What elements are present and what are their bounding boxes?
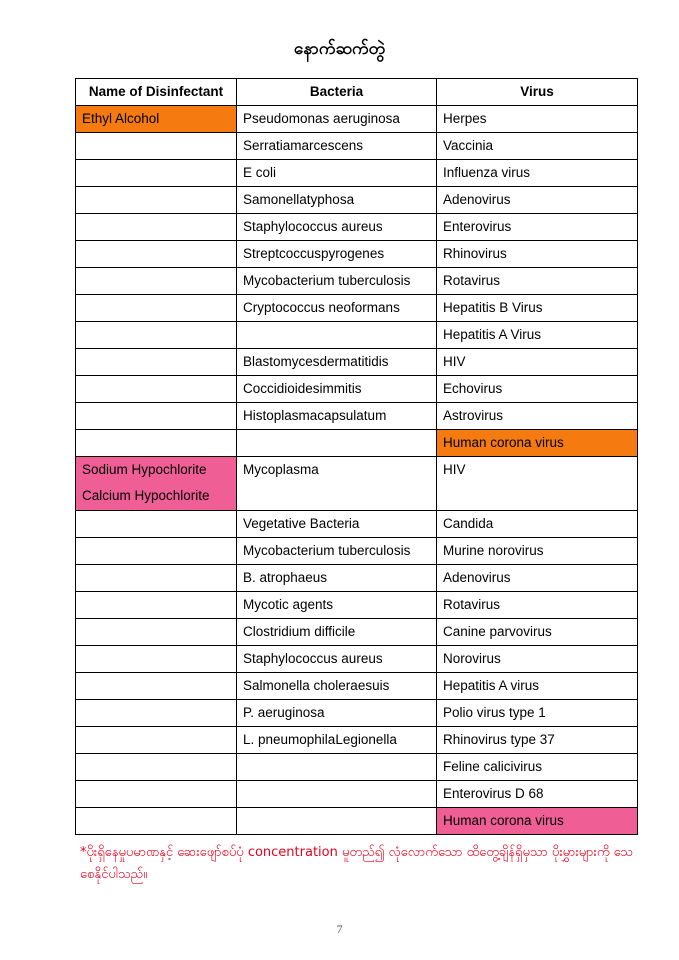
- table-row: [76, 403, 638, 430]
- virus-cell: Rotavirus: [437, 268, 638, 295]
- bacteria-cell: Histoplasmacapsulatum: [237, 403, 437, 430]
- virus-cell: Enterovirus: [437, 214, 638, 241]
- disinfectant-line: Calcium Hypochlorite: [82, 488, 210, 503]
- virus-cell: Rotavirus: [437, 592, 638, 619]
- table-row: [76, 187, 638, 214]
- disinfectant-cell: [76, 592, 237, 619]
- virus-cell: Rhinovirus type 37: [437, 727, 638, 754]
- bacteria-cell: Samonellatyphosa: [237, 187, 437, 214]
- bacteria-cell: Clostridium difficile: [237, 619, 437, 646]
- virus-cell: Rhinovirus: [437, 241, 638, 268]
- virus-cell: Norovirus: [437, 646, 638, 673]
- table-row: [76, 619, 638, 646]
- table-row: [76, 727, 638, 754]
- disinfectant-cell: Ethyl Alcohol: [76, 106, 237, 133]
- bacteria-cell: [237, 322, 437, 349]
- footnote: *ပိုးရှိနေမှုပမာဏနှင့် ဆေးဖျော်စပ်ပုံ concentration မူတည်၍ လုံလောက်သော ထိတွေ့ချိန်ရှိမှသာ ပိုးမွှားများကို သေစေနိုင်ပါသည်။: [80, 845, 633, 882]
- bacteria-cell: Mycoplasma: [237, 457, 437, 511]
- disinfectant-cell: [76, 808, 237, 835]
- virus-cell: Herpes: [437, 106, 638, 133]
- table-row: [76, 295, 638, 322]
- disinfectant-cell: [76, 700, 237, 727]
- bacteria-cell: L. pneumophilaLegionella: [237, 727, 437, 754]
- disinfectant-cell: [76, 646, 237, 673]
- disinfectant-cell: [76, 376, 237, 403]
- table-row: [76, 241, 638, 268]
- table-header-row: [76, 79, 638, 106]
- bacteria-cell: [237, 430, 437, 457]
- virus-cell: Echovirus: [437, 376, 638, 403]
- disinfectant-table: [75, 78, 638, 835]
- disinfectant-line: Sodium Hypochlorite: [82, 462, 207, 477]
- disinfectant-cell: [76, 754, 237, 781]
- bacteria-cell: Blastomycesdermatitidis: [237, 349, 437, 376]
- virus-cell: Influenza virus: [437, 160, 638, 187]
- table-row: [76, 268, 638, 295]
- bacteria-cell: Mycobacterium tuberculosis: [237, 268, 437, 295]
- page-title: နောက်ဆက်တွဲ: [293, 39, 386, 59]
- virus-cell: Human corona virus: [437, 808, 638, 835]
- disinfectant-cell: [76, 430, 237, 457]
- table-row: [76, 430, 638, 457]
- virus-cell: HIV: [437, 349, 638, 376]
- table-row: [76, 700, 638, 727]
- virus-cell: Hepatitis B Virus: [437, 295, 638, 322]
- table-row: [76, 538, 638, 565]
- disinfectant-cell: [76, 295, 237, 322]
- bacteria-cell: Staphylococcus aureus: [237, 646, 437, 673]
- table-row: [76, 457, 638, 511]
- virus-cell: Feline calicivirus: [437, 754, 638, 781]
- bacteria-cell: Salmonella choleraesuis: [237, 673, 437, 700]
- disinfectant-cell: [76, 268, 237, 295]
- virus-cell: Astrovirus: [437, 403, 638, 430]
- disinfectant-cell: [76, 673, 237, 700]
- table-row: [76, 673, 638, 700]
- bacteria-cell: [237, 754, 437, 781]
- table-row: [76, 214, 638, 241]
- table-row: [76, 322, 638, 349]
- virus-cell: Canine parvovirus: [437, 619, 638, 646]
- bacteria-cell: Streptcoccuspyrogenes: [237, 241, 437, 268]
- table-row: [76, 565, 638, 592]
- disinfectant-cell: [76, 619, 237, 646]
- virus-cell: Adenovirus: [437, 565, 638, 592]
- disinfectant-cell: [76, 727, 237, 754]
- table-row: [76, 592, 638, 619]
- table-row: [76, 781, 638, 808]
- disinfectant-cell: [76, 160, 237, 187]
- disinfectant-cell: [76, 349, 237, 376]
- disinfectant-cell: [76, 781, 237, 808]
- page-number: 7: [336, 922, 343, 936]
- table-row: [76, 754, 638, 781]
- disinfectant-cell: [76, 214, 237, 241]
- virus-cell: Candida: [437, 511, 638, 538]
- bacteria-cell: Pseudomonas aeruginosa: [237, 106, 437, 133]
- disinfectant-cell: [76, 187, 237, 214]
- disinfectant-cell: [76, 133, 237, 160]
- table-row: [76, 349, 638, 376]
- bacteria-cell: [237, 781, 437, 808]
- table-row: [76, 106, 638, 133]
- disinfectant-cell: [76, 511, 237, 538]
- virus-cell: Adenovirus: [437, 187, 638, 214]
- table-row: [76, 646, 638, 673]
- disinfectant-cell: [76, 565, 237, 592]
- bacteria-cell: Serratiamarcescens: [237, 133, 437, 160]
- disinfectant-cell: [76, 457, 237, 511]
- virus-cell: HIV: [437, 457, 638, 511]
- bacteria-cell: B. atrophaeus: [237, 565, 437, 592]
- bacteria-cell: Coccidioidesimmitis: [237, 376, 437, 403]
- header-bacteria: Bacteria: [237, 79, 437, 106]
- bacteria-cell: Cryptococcus neoformans: [237, 295, 437, 322]
- virus-cell: Enterovirus D 68: [437, 781, 638, 808]
- header-disinfectant: Name of Disinfectant: [76, 79, 237, 106]
- disinfectant-cell: [76, 403, 237, 430]
- bacteria-cell: P. aeruginosa: [237, 700, 437, 727]
- bacteria-cell: Mycotic agents: [237, 592, 437, 619]
- virus-cell: Human corona virus: [437, 430, 638, 457]
- bacteria-cell: Vegetative Bacteria: [237, 511, 437, 538]
- bacteria-cell: [237, 808, 437, 835]
- bacteria-cell: E coli: [237, 160, 437, 187]
- table-row: [76, 160, 638, 187]
- virus-cell: Polio virus type 1: [437, 700, 638, 727]
- header-virus: Virus: [437, 79, 638, 106]
- disinfectant-cell: [76, 538, 237, 565]
- table-row: [76, 808, 638, 835]
- bacteria-cell: Staphylococcus aureus: [237, 214, 437, 241]
- virus-cell: Murine norovirus: [437, 538, 638, 565]
- disinfectant-cell: [76, 241, 237, 268]
- disinfectant-cell: [76, 322, 237, 349]
- table-row: [76, 376, 638, 403]
- table-row: [76, 133, 638, 160]
- table-row: [76, 511, 638, 538]
- bacteria-cell: Mycobacterium tuberculosis: [237, 538, 437, 565]
- virus-cell: Vaccinia: [437, 133, 638, 160]
- virus-cell: Hepatitis A virus: [437, 673, 638, 700]
- virus-cell: Hepatitis A Virus: [437, 322, 638, 349]
